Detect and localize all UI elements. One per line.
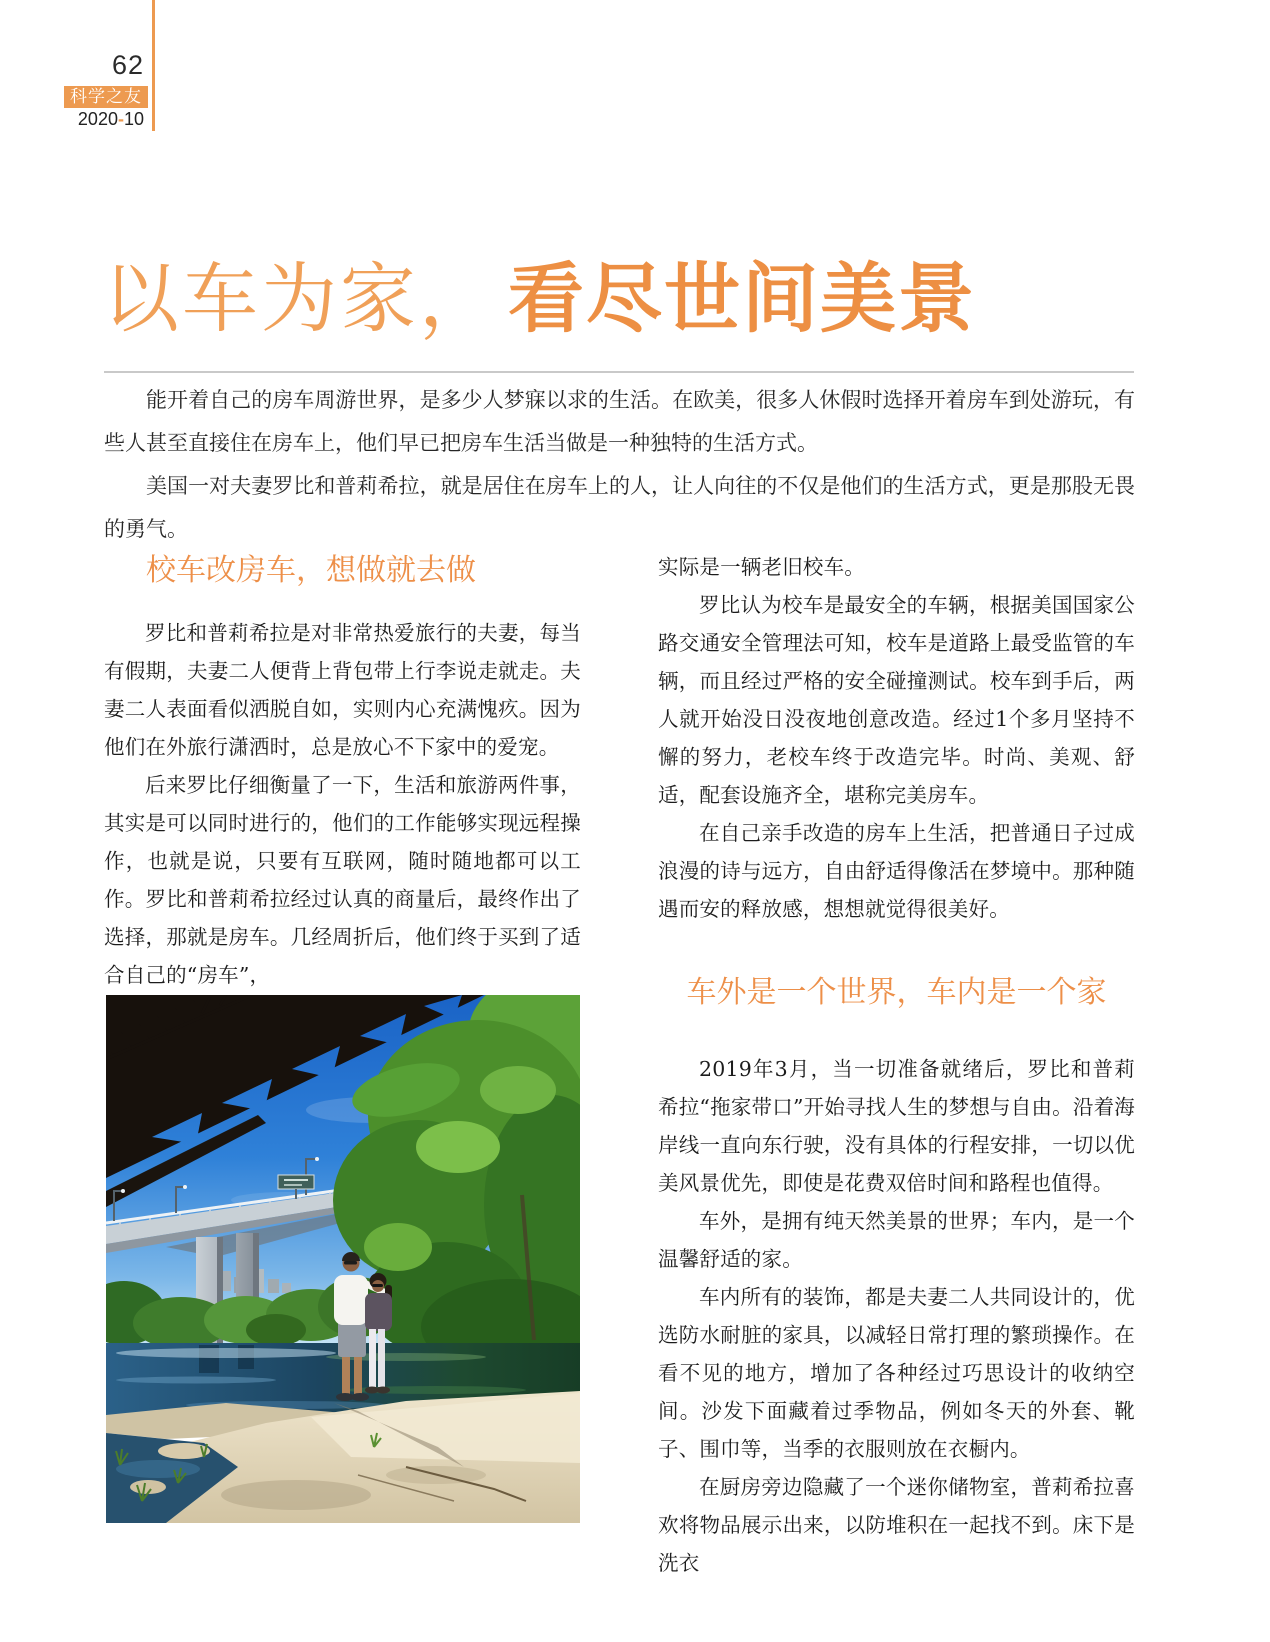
intro-paragraph: 能开着自己的房车周游世界，是多少人梦寐以求的生活。在欧美，很多人休假时选择开着房车到处游玩，有些人甚至直接住在房车上，他们早已把房车生活当做是一种独特的生活方式。: [104, 389, 1135, 455]
issue-month: 10: [123, 109, 144, 129]
river-bridge-photo: [106, 995, 580, 1523]
issue-year: 2020: [77, 109, 118, 129]
left-column: [104, 552, 581, 994]
section-heading-2: 车外是一个世界，车内是一个家: [686, 976, 1107, 1009]
body-paragraph: 车外，是拥有纯天然美景的世界；车内，是一个温馨舒适的家。: [658, 1209, 1135, 1271]
article-title-bold: 看尽世间美景: [508, 257, 976, 342]
body-paragraph: 罗比和普莉希拉是对非常热爱旅行的夫妻，每当有假期，夫妻二人便背上背包带上行李说走就走。夫妻二人表面看似洒脱自如，实则内心充满愧疚。因为他们在外旅行潇洒时，总是放心不下家中的爱宠。: [104, 621, 581, 759]
right-column: [658, 548, 1135, 1582]
body-paragraph: 实际是一辆老旧校车。: [658, 555, 865, 579]
body-paragraph: 在厨房旁边隐藏了一个迷你储物室，普莉希拉喜欢将物品展示出来，以防堆积在一起找不到。床下是洗衣: [658, 1475, 1135, 1575]
intro-paragraph: 美国一对夫妻罗比和普莉希拉，就是居住在房车上的人，让人向往的不仅是他们的生活方式，更是那股无畏的勇气。: [104, 475, 1135, 541]
article-photo: [106, 995, 580, 1523]
intro-block: [104, 379, 1135, 551]
masthead-rule: [152, 0, 155, 131]
body-paragraph: 车内所有的装饰，都是夫妻二人共同设计的，优选防水耐脏的家具，以减轻日常打理的繁琐操作。在看不见的地方，增加了各种经过巧思设计的收纳空间。沙发下面藏着过季物品，例如冬天的外套、靴子、围巾等，当季的衣服则放在衣橱内。: [658, 1285, 1135, 1461]
intro-divider: [104, 371, 1134, 373]
body-paragraph: 罗比认为校车是最安全的车辆，根据美国国家公路交通安全管理法可知，校车是道路上最受监管的车辆，而且经过严格的安全碰撞测试。校车到手后，两人就开始没日没夜地创意改造。经过1个多月坚持不懈的努力，老校车终于改造完毕。时尚、美观、舒适，配套设施齐全，堪称完美房车。: [658, 593, 1135, 807]
body-paragraph: 后来罗比仔细衡量了一下，生活和旅游两件事，其实是可以同时进行的，他们的工作能够实现远程操作，也就是说，只要有互联网，随时随地都可以工作。罗比和普莉希拉经过认真的商量后，最终作出了选择，那就是房车。几经周折后，他们终于买到了适合自己的“房车”，: [104, 773, 581, 987]
body-paragraph: 在自己亲手改造的房车上生活，把普通日子过成浪漫的诗与远方，自由舒适得像活在梦境中。那种随遇而安的释放感，想想就觉得很美好。: [658, 821, 1135, 921]
body-paragraph: 2019年3月，当一切准备就绪后，罗比和普莉希拉“拖家带口”开始寻找人生的梦想与自由。沿着海岸线一直向东行驶，没有具体的行程安排，一切以优美风景优先，即使是花费双倍时间和路程也值得。: [658, 1057, 1135, 1195]
issue-number: [58, 109, 144, 130]
article-title-light: 以车为家，: [103, 257, 498, 342]
magazine-name-badge: 科学之友: [64, 86, 148, 108]
article-title: [103, 238, 976, 347]
page-number: 62: [111, 50, 144, 80]
section-heading-1: 校车改房车，想做就去做: [146, 554, 476, 587]
issue-separator: -: [117, 109, 124, 129]
